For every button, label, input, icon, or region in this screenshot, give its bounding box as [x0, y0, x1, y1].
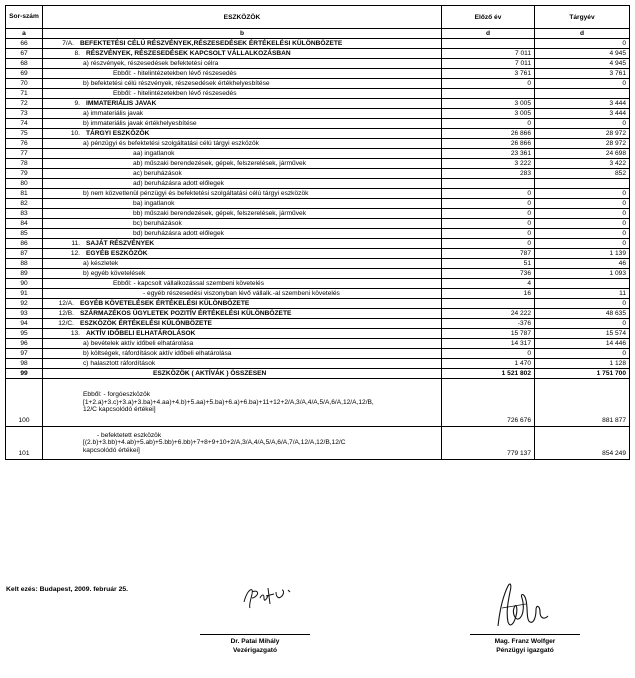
- table-row: [6, 269, 630, 279]
- col-header-previous-year: Előző év: [442, 6, 535, 29]
- current-year-value: 1 093: [535, 269, 630, 279]
- table-row: [6, 139, 630, 149]
- row-prefix: 9.: [74, 100, 80, 107]
- row-description: [43, 349, 442, 359]
- previous-year-value: 3 222: [442, 159, 535, 169]
- table-row: [6, 259, 630, 269]
- row-label: - egyéb részesedési viszonyban lévő vállalk.-al szembeni követelés: [143, 290, 340, 297]
- row-label: ba) ingatlanok: [133, 200, 175, 207]
- table-row: [6, 209, 630, 219]
- row-number: 84: [6, 219, 43, 229]
- row-description: [43, 269, 442, 279]
- table-row: [6, 129, 630, 139]
- signatory-2: [470, 637, 580, 655]
- row-number: 71: [6, 89, 43, 99]
- previous-year-value: 23 361: [442, 149, 535, 159]
- signatory-1-title: Vezérigazgató: [233, 647, 277, 654]
- table-row-100: [6, 379, 630, 427]
- row-label: bb) műszaki berendezések, gépek, felszerelések, járművek: [133, 210, 306, 217]
- row-number: 96: [6, 339, 43, 349]
- row-number: 76: [6, 139, 43, 149]
- letter-a: a: [6, 29, 43, 39]
- row100-line2: [1+2.a)+3.c)+3.a)+3.ba)+4.aa)+4.b)+5.aa)+5.ba)+6.a)+6.ba)+11+12+2/A,3/A,4/A,5/A,6/A,12/A,12/B,: [83, 398, 374, 406]
- previous-year-value: 51: [442, 259, 535, 269]
- letter-b: b: [43, 29, 442, 39]
- previous-year-value: 726 676: [442, 379, 535, 427]
- row-number: 72: [6, 99, 43, 109]
- row-number: 89: [6, 269, 43, 279]
- row-number: 70: [6, 79, 43, 89]
- current-year-value: 0: [535, 319, 630, 329]
- row-label: EGYÉB ESZKÖZÖK: [86, 250, 148, 257]
- current-year-value: 852: [535, 169, 630, 179]
- previous-year-value: 7 011: [442, 49, 535, 59]
- row-description: [43, 427, 442, 460]
- current-year-value: 28 972: [535, 139, 630, 149]
- row-number: 99: [6, 369, 43, 379]
- row100-line3: 12/C kapcsolódó értékei]: [83, 406, 156, 414]
- row-label: a) pénzügyi és befektetési szolgáltatási célú tárgyi eszközök: [83, 140, 259, 147]
- row-number: 83: [6, 209, 43, 219]
- current-year-value: 881 877: [535, 379, 630, 427]
- col-header-sor: [6, 6, 43, 29]
- table-row: [6, 249, 630, 259]
- table-row: [6, 49, 630, 59]
- previous-year-value: 283: [442, 169, 535, 179]
- row-number: 69: [6, 69, 43, 79]
- table-row: [6, 149, 630, 159]
- previous-year-value: 736: [442, 269, 535, 279]
- current-year-value: 0: [535, 39, 630, 49]
- current-year-value: 3 761: [535, 69, 630, 79]
- previous-year-value: [442, 89, 535, 99]
- previous-year-value: 3 761: [442, 69, 535, 79]
- current-year-value: 854 249: [535, 427, 630, 460]
- previous-year-value: 0: [442, 219, 535, 229]
- row-description: [43, 309, 442, 319]
- row-description: [43, 139, 442, 149]
- row-number: 95: [6, 329, 43, 339]
- row-label: Ebből: - kapcsolt vállalkozással szembeni követelés: [113, 280, 264, 287]
- row-description: [43, 339, 442, 349]
- row-number: 78: [6, 159, 43, 169]
- row-number: 100: [6, 379, 43, 427]
- previous-year-value: 0: [442, 209, 535, 219]
- row-label: bc) beruházások: [133, 220, 182, 227]
- previous-year-value: 14 317: [442, 339, 535, 349]
- letter-d-curr: d: [535, 29, 630, 39]
- previous-year-value: -376: [442, 319, 535, 329]
- row-number: 75: [6, 129, 43, 139]
- table-row: [6, 179, 630, 189]
- row-label: Ebből: - hitelintézetekben lévő részesedés: [113, 70, 237, 77]
- row-label: ac) beruházások: [133, 170, 182, 177]
- previous-year-value: [442, 299, 535, 309]
- row-label: IMMATERIÁLIS JAVAK: [86, 100, 157, 107]
- row-number: 98: [6, 359, 43, 369]
- row-label: b) befektetési célú részvények, részesedések értékhelyesbítése: [83, 80, 270, 87]
- row-description: [43, 259, 442, 269]
- current-year-value: 1 128: [535, 359, 630, 369]
- signature-wolfger-icon: [486, 578, 556, 638]
- current-year-value: 28 972: [535, 129, 630, 139]
- row-description: [43, 229, 442, 239]
- place-and-date: Kelt ezés: Budapest, 2009. február 25.: [6, 586, 129, 593]
- current-year-value: 0: [535, 119, 630, 129]
- row-prefix: 11.: [71, 240, 80, 247]
- row-number: 81: [6, 189, 43, 199]
- previous-year-value: 26 866: [442, 129, 535, 139]
- row-description: [43, 49, 442, 59]
- previous-year-value: 0: [442, 349, 535, 359]
- row-prefix: 12/C.: [58, 320, 74, 327]
- table-row: [6, 319, 630, 329]
- current-year-value: 46: [535, 259, 630, 269]
- table-row: [6, 59, 630, 69]
- row-description: [43, 359, 442, 369]
- current-year-value: 3 422: [535, 159, 630, 169]
- table-row: [6, 219, 630, 229]
- table-row: [6, 69, 630, 79]
- row-label: SZÁRMAZÉKOS ÜGYLETEK POZITÍV ÉRTÉKELÉSI KÜLÖNBÖZETE: [80, 310, 292, 317]
- current-year-value: [535, 279, 630, 289]
- row-description: [43, 289, 442, 299]
- table-row-101: [6, 427, 630, 460]
- row-description: [43, 279, 442, 289]
- row-description: [43, 89, 442, 99]
- row-number: 87: [6, 249, 43, 259]
- table-row: [6, 169, 630, 179]
- signature-footer: [0, 578, 635, 678]
- row-number: 79: [6, 169, 43, 179]
- row-description: [43, 79, 442, 89]
- row-prefix: 12/A.: [58, 300, 74, 307]
- signatory-1: [200, 637, 310, 655]
- signatory-2-name: Mag. Franz Wolfger: [494, 638, 556, 645]
- row-description: [43, 109, 442, 119]
- row-number: 91: [6, 289, 43, 299]
- row-number: 80: [6, 179, 43, 189]
- previous-year-value: 1 521 802: [442, 369, 535, 379]
- current-year-value: 4 945: [535, 49, 630, 59]
- table-row: [6, 229, 630, 239]
- previous-year-value: 787: [442, 249, 535, 259]
- row-description: [43, 299, 442, 309]
- row-label: RÉSZVÉNYEK, RÉSZESEDÉSEK KAPCSOLT VÁLLALKOZÁSBAN: [86, 50, 291, 57]
- row-number: 90: [6, 279, 43, 289]
- row-label: a) bevételek aktív időbeli elhatárolása: [83, 340, 194, 347]
- current-year-value: 3 444: [535, 99, 630, 109]
- row101-line3: kapcsolódó értékei]: [83, 446, 140, 454]
- assets-table: [5, 5, 630, 460]
- row-label: ESZKÖZÖK ÉRTÉKELÉSI KÜLÖNBÖZETE: [80, 320, 212, 327]
- table-row: [6, 289, 630, 299]
- row-description: [43, 169, 442, 179]
- table-row: [6, 79, 630, 89]
- row-description: [43, 119, 442, 129]
- row-label: a) immateriális javak: [83, 110, 144, 117]
- row-description: [43, 149, 442, 159]
- previous-year-value: 3 005: [442, 99, 535, 109]
- row-description: [43, 39, 442, 49]
- table-row: [6, 359, 630, 369]
- row-label: bd) beruházásra adott előlegek: [133, 230, 224, 237]
- current-year-value: 0: [535, 209, 630, 219]
- row-description: [43, 319, 442, 329]
- row-label: c) halasztott ráfordítások: [83, 360, 156, 367]
- current-year-value: 24 698: [535, 149, 630, 159]
- current-year-value: 1 751 700: [535, 369, 630, 379]
- table-header-row: [6, 6, 630, 29]
- row-number: 77: [6, 149, 43, 159]
- previous-year-value: 7 011: [442, 59, 535, 69]
- previous-year-value: 26 866: [442, 139, 535, 149]
- row-label: b) nem közvetlenül pénzügyi és befektetési szolgáltatási célú tárgyi eszközök: [83, 190, 309, 197]
- current-year-value: 0: [535, 239, 630, 249]
- row-label: EGYÉB KÖVETELÉSEK ÉRTÉKELÉSI KÜLÖNBÖZETE: [80, 300, 250, 307]
- current-year-value: 0: [535, 189, 630, 199]
- table-row: [6, 239, 630, 249]
- previous-year-value: 24 222: [442, 309, 535, 319]
- previous-year-value: [442, 179, 535, 189]
- table-row: [6, 99, 630, 109]
- table-row: [6, 349, 630, 359]
- row-description: [43, 209, 442, 219]
- row-number: 66: [6, 39, 43, 49]
- current-year-value: 0: [535, 79, 630, 89]
- row-number: 68: [6, 59, 43, 69]
- row-label: b) immateriális javak értékhelyesbítése: [83, 120, 197, 127]
- current-year-value: 1 139: [535, 249, 630, 259]
- row-description: [43, 369, 442, 379]
- row-number: 94: [6, 319, 43, 329]
- current-year-value: [535, 179, 630, 189]
- row-prefix: 12/B.: [58, 310, 74, 317]
- row-description: [43, 59, 442, 69]
- col-header-current-year: Tárgyév: [535, 6, 630, 29]
- row-number: 73: [6, 109, 43, 119]
- row-label: SAJÁT RÉSZVÉNYEK: [86, 240, 155, 247]
- current-year-value: 14 446: [535, 339, 630, 349]
- row-label: TÁRGYI ESZKÖZÖK: [86, 130, 150, 137]
- table-row: [6, 109, 630, 119]
- row-number: 97: [6, 349, 43, 359]
- row-description: [43, 99, 442, 109]
- row-label: BEFEKTETÉSI CÉLÚ RÉSZVÉNYEK,RÉSZESEDÉSEK ÉRTÉKELÉSI KÜLÖNBÖZETE: [80, 40, 343, 47]
- row-description: [43, 249, 442, 259]
- signatory-1-name: Dr. Patai Mihály: [230, 638, 280, 645]
- row-description: [43, 159, 442, 169]
- row-prefix: 8.: [74, 50, 80, 57]
- signature-line-1: [200, 634, 310, 635]
- row-number: 92: [6, 299, 43, 309]
- row-label: AKTÍV IDŐBELI ELHATÁROLÁSOK: [86, 330, 196, 337]
- row100-line1: Ebből: - forgóeszközök: [83, 391, 151, 399]
- row-description: [43, 179, 442, 189]
- signature-line-2: [470, 634, 580, 635]
- row-description: [43, 129, 442, 139]
- table-row: [6, 329, 630, 339]
- previous-year-value: 16: [442, 289, 535, 299]
- row-prefix: 13.: [70, 330, 80, 337]
- current-year-value: 0: [535, 219, 630, 229]
- table-row: [6, 199, 630, 209]
- table-row: [6, 339, 630, 349]
- row-description: [43, 329, 442, 339]
- row101-line1: - befektetett eszközök: [97, 431, 162, 439]
- previous-year-value: 0: [442, 199, 535, 209]
- row-label: b) költségek, ráfordítások aktív időbeli elhatárolása: [83, 350, 232, 357]
- row-number: 82: [6, 199, 43, 209]
- current-year-value: 48 635: [535, 309, 630, 319]
- previous-year-value: 0: [442, 189, 535, 199]
- row-number: 85: [6, 229, 43, 239]
- row-label: aa) ingatlanok: [133, 150, 175, 157]
- previous-year-value: 779 137: [442, 427, 535, 460]
- row-description: [43, 69, 442, 79]
- current-year-value: 4 945: [535, 59, 630, 69]
- current-year-value: 3 444: [535, 109, 630, 119]
- column-letter-row: [6, 29, 630, 39]
- row-label: ESZKÖZÖK ( AKTÍVÁK ) ÖSSZESEN: [153, 370, 267, 377]
- previous-year-value: 15 787: [442, 329, 535, 339]
- col-header-sor-text: Sor-szám: [9, 13, 39, 20]
- row-prefix: 12.: [70, 250, 80, 257]
- signatory-2-title: Pénzügyi igazgató: [496, 647, 554, 654]
- previous-year-value: 0: [442, 229, 535, 239]
- row-description: [43, 379, 442, 427]
- table-row: [6, 279, 630, 289]
- row-label: ad) beruházásra adott előlegek: [133, 180, 224, 187]
- row-number: 74: [6, 119, 43, 129]
- row-number: 86: [6, 239, 43, 249]
- previous-year-value: 0: [442, 119, 535, 129]
- letter-d-prev: d: [442, 29, 535, 39]
- current-year-value: [535, 89, 630, 99]
- current-year-value: 0: [535, 349, 630, 359]
- table-row: [6, 369, 630, 379]
- current-year-value: 11: [535, 289, 630, 299]
- current-year-value: 15 574: [535, 329, 630, 339]
- previous-year-value: 0: [442, 239, 535, 249]
- previous-year-value: 0: [442, 79, 535, 89]
- row-prefix: 7/A.: [62, 40, 74, 47]
- row-description: [43, 189, 442, 199]
- balance-sheet: [5, 5, 629, 460]
- row-number: 88: [6, 259, 43, 269]
- row-label: Ebből: - hitelintézetekben lévő részesedés: [113, 90, 237, 97]
- previous-year-value: 1 470: [442, 359, 535, 369]
- table-row: [6, 309, 630, 319]
- current-year-value: 0: [535, 229, 630, 239]
- table-row: [6, 189, 630, 199]
- row-number: 101: [6, 427, 43, 460]
- row-label: b) egyéb követelések: [83, 270, 146, 277]
- row101-line2: [(2.b)+3.bb)+4.ab)+5.ab)+5.bb)+6.bb)+7+8+9+10+2/A,3/A,4/A,5/A,6/A,7/A,12/A,12/B,12/C: [83, 439, 346, 447]
- col-header-assets: ESZKÖZÖK: [43, 6, 442, 29]
- row-label: a) részvények, részesedések befektetési célra: [83, 60, 219, 67]
- table-row: [6, 159, 630, 169]
- previous-year-value: 3 005: [442, 109, 535, 119]
- row-number: 67: [6, 49, 43, 59]
- row-number: 93: [6, 309, 43, 319]
- table-row: [6, 39, 630, 49]
- row-description: [43, 199, 442, 209]
- previous-year-value: 4: [442, 279, 535, 289]
- row-label: ab) műszaki berendezések, gépek, felszerelések, járművek: [133, 160, 306, 167]
- row-description: [43, 239, 442, 249]
- table-row: [6, 119, 630, 129]
- row-description: [43, 219, 442, 229]
- current-year-value: 0: [535, 299, 630, 309]
- previous-year-value: [442, 39, 535, 49]
- row-prefix: 10.: [70, 130, 80, 137]
- signature-patai-icon: [238, 578, 308, 618]
- row-label: a) készletek: [83, 260, 119, 267]
- table-row: [6, 89, 630, 99]
- current-year-value: 0: [535, 199, 630, 209]
- table-row: [6, 299, 630, 309]
